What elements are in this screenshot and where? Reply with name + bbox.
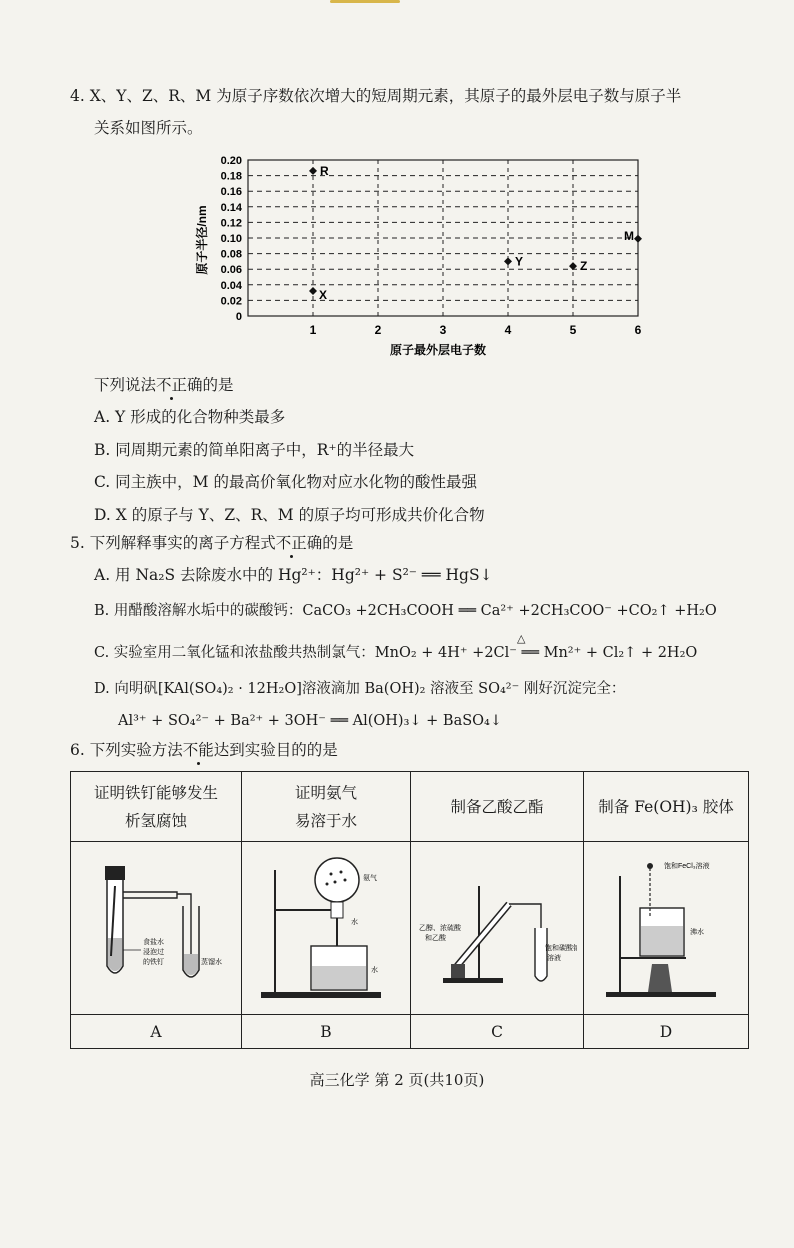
label-c-reagents2: 和乙酸 <box>425 935 446 942</box>
q4-option-b: B. 同周期元素的简单阳离子中，R⁺的半径最大 <box>94 441 415 459</box>
x-tick-label: 5 <box>569 323 577 337</box>
q4-stem-emphasis: 不正 <box>156 376 188 394</box>
label-a-salt: 食盐水 <box>143 939 164 946</box>
y-tick-label: 0.04 <box>220 279 242 292</box>
q4-stem <box>94 375 234 395</box>
q4-line1: 4. X、Y、Z、R、M 为原子序数依次增大的短周期元素，其原子的最外层电子数与原子半 <box>70 87 682 105</box>
q5-stem <box>70 533 353 553</box>
label-a-water: 蒸馏水 <box>201 959 222 966</box>
top-color-mark <box>330 0 400 3</box>
q5-option-c: C. 实验室用二氧化锰和浓盐酸共热制氯气：MnO₂ + 4H⁺ +2Cl⁻ ══ Mn²⁺ + Cl₂↑ + 2H₂O <box>94 645 698 661</box>
x-tick-label: 4 <box>504 323 512 337</box>
y-axis-label: 原子半径/nm <box>195 205 209 275</box>
header-d-line1: 制备 Fe(OH)₃ 胶体 <box>598 797 734 816</box>
point-m <box>634 235 642 243</box>
header-c <box>411 772 584 842</box>
x-tick-label: 6 <box>634 323 642 337</box>
y-tick-label: 0.08 <box>220 248 242 261</box>
point-y <box>504 257 512 265</box>
x-tick-label: 2 <box>374 323 382 337</box>
apparatus-d <box>584 842 749 1015</box>
header-c-line1: 制备乙酸乙酯 <box>450 797 544 816</box>
point-label-r: R <box>320 163 329 178</box>
q6-stem-post: 达到实验目的的是 <box>213 741 338 759</box>
y-tick-label: 0.02 <box>220 295 242 308</box>
y-tick-label: 0.20 <box>220 155 242 167</box>
q5-heat-symbol: △ <box>517 632 526 645</box>
q6-experiment-table <box>70 771 749 1049</box>
q4-scatter-chart <box>190 150 660 365</box>
label-d-boiling-water: 沸水 <box>690 929 704 936</box>
q4-stem-post: 确的是 <box>187 376 234 394</box>
label-b: B <box>242 1015 411 1049</box>
label-c: C <box>411 1015 584 1049</box>
point-label-y: Y <box>515 254 524 269</box>
header-b <box>242 772 411 842</box>
label-c-reagents1: 乙醇、浓硫酸 <box>419 925 461 932</box>
label-a: A <box>71 1015 242 1049</box>
x-tick-label: 3 <box>439 323 447 337</box>
apparatus-c-drawing <box>417 846 577 1006</box>
y-tick-label: 0.14 <box>220 201 242 214</box>
label-b-water-beaker: 水 <box>371 967 378 974</box>
apparatus-d-drawing <box>586 846 746 1006</box>
apparatus-b-drawing <box>251 846 401 1006</box>
apparatus-a <box>71 842 242 1015</box>
point-label-z: Z <box>580 259 588 274</box>
header-d <box>584 772 749 842</box>
header-b-line1: 证明氨气 <box>294 783 357 802</box>
header-a-line2: 析氢腐蚀 <box>124 811 187 830</box>
header-a <box>71 772 242 842</box>
point-label-x: X <box>319 288 328 303</box>
q4-option-d: D. X 的原子与 Y、Z、R、M 的原子均可形成共价化合物 <box>94 506 485 524</box>
header-b-line2: 易溶于水 <box>294 811 357 830</box>
label-a-soaked: 浸泡过 <box>143 949 164 956</box>
page-footer: 高三化学 第 2 页(共10页) <box>309 1071 485 1089</box>
q5-stem-emphasis: 不正 <box>275 534 307 552</box>
label-c-na2co3-1: 饱和碳酸钠 <box>545 945 577 952</box>
label-d: D <box>584 1015 749 1049</box>
q4-option-c: C. 同主族中，M 的最高价氧化物对应水化物的酸性最强 <box>94 473 477 491</box>
label-c-na2co3-2: 溶液 <box>547 955 561 962</box>
q5-option-d-line2: Al³⁺ + SO₄²⁻ + Ba²⁺ + 3OH⁻ ══ Al(OH)₃↓ + BaSO₄↓ <box>118 713 503 729</box>
q5-stem-post: 确的是 <box>306 534 354 552</box>
y-tick-label: 0.18 <box>220 170 242 183</box>
x-tick-label: 1 <box>309 323 317 337</box>
y-tick-label: 0.10 <box>220 233 242 245</box>
y-tick-label: 0 <box>235 311 242 323</box>
q6-stem <box>70 740 338 760</box>
apparatus-c <box>411 842 584 1015</box>
q5-option-b: B. 用醋酸溶解水垢中的碳酸钙：CaCO₃ +2CH₃COOH ══ Ca²⁺ +2CH₃COO⁻ +CO₂↑ +H₂O <box>94 603 717 619</box>
q6-stem-pre: 6. 下列实验方法 <box>70 741 183 759</box>
x-axis-label: 原子最外层电子数 <box>389 343 487 357</box>
q4-stem-pre: 下列说法 <box>94 376 157 394</box>
label-d-fecl3: 饱和FeCl₃溶液 <box>664 863 710 870</box>
point-r <box>309 167 317 175</box>
point-label-m: M <box>624 228 634 243</box>
q6-stem-emphasis: 不能 <box>182 741 214 759</box>
y-tick-label: 0.16 <box>220 186 242 199</box>
q4-line2: 关系如图所示。 <box>94 119 203 137</box>
q4-option-a: A. Y 形成的化合物种类最多 <box>94 408 286 426</box>
label-b-water-dropper: 水 <box>351 919 358 926</box>
y-tick-label: 0.06 <box>220 264 242 277</box>
header-a-line1: 证明铁钉能够发生 <box>93 783 218 802</box>
apparatus-b <box>242 842 411 1015</box>
apparatus-a-drawing <box>81 846 231 1006</box>
point-x <box>309 287 317 295</box>
label-b-ammonia: 氨气 <box>363 875 377 882</box>
q5-option-d-line1: D. 向明矾[KAl(SO₄)₂ · 12H₂O]溶液滴加 Ba(OH)₂ 溶液至 SO₄²⁻ 刚好沉淀完全： <box>94 681 626 697</box>
y-tick-label: 0.12 <box>220 217 242 230</box>
label-a-nail: 的铁钉 <box>143 959 164 966</box>
q5-option-a: A. 用 Na₂S 去除废水中的 Hg²⁺：Hg²⁺ + S²⁻ ══ HgS↓ <box>94 566 493 584</box>
q5-stem-pre: 5. 下列解释事实的离子方程式 <box>70 534 276 552</box>
